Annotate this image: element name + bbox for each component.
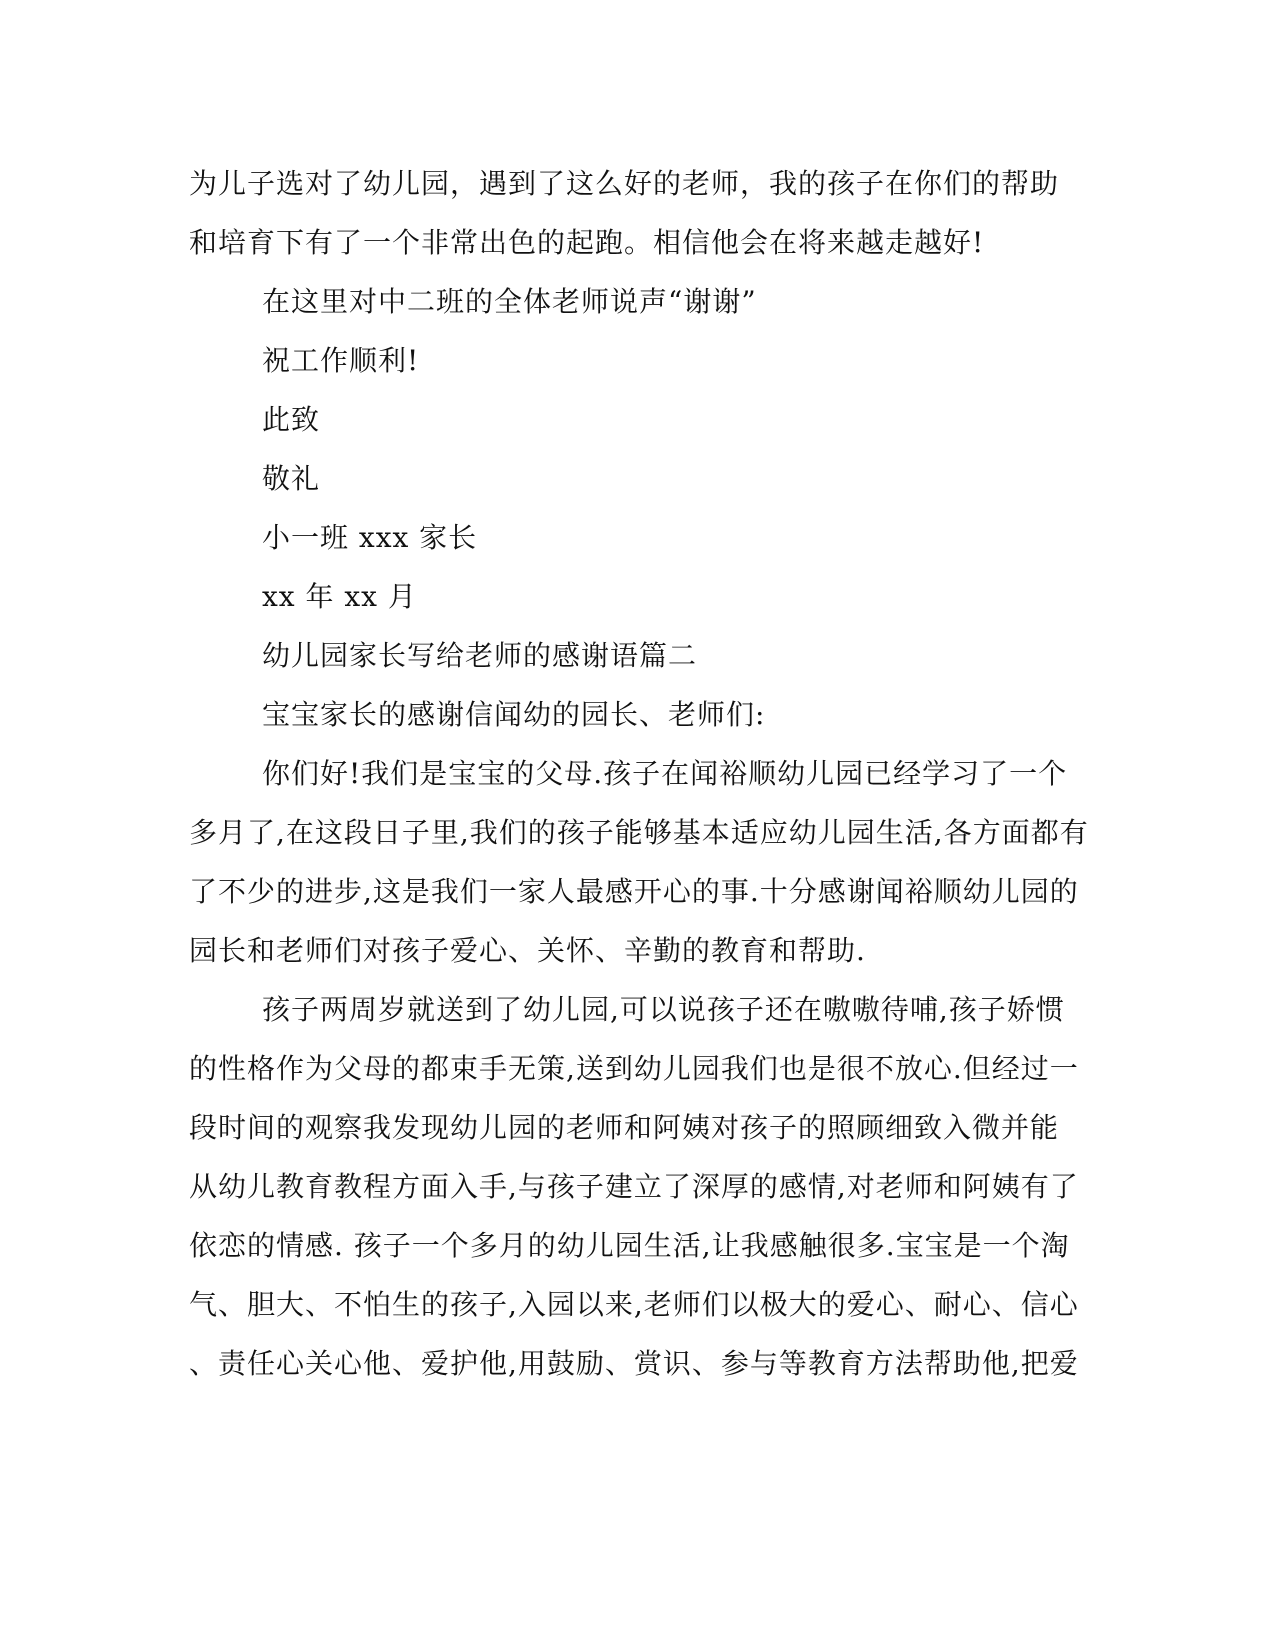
paragraph-line: 你们好!我们是宝宝的父母.孩子在闻裕顺幼儿园已经学习了一个 <box>262 757 1068 790</box>
paragraph-line: 段时间的观察我发现幼儿园的老师和阿姨对孩子的照顾细致入微并能 <box>189 1111 1060 1144</box>
paragraph-line: 多月了,在这段日子里,我们的孩子能够基本适应幼儿园生活,各方面都有 <box>189 816 1089 849</box>
paragraph-line: 依恋的情感. 孩子一个多月的幼儿园生活,让我感触很多.宝宝是一个淘 <box>189 1229 1070 1262</box>
letter-greeting: 宝宝家长的感谢信闻幼的园长、老师们: <box>262 698 766 731</box>
signature-line: 小一班 xxx 家长 <box>262 521 478 554</box>
paragraph-line: 、责任心关心他、爱护他,用鼓励、赏识、参与等教育方法帮助他,把爱 <box>189 1347 1079 1380</box>
date-line: xx 年 xx 月 <box>262 580 417 613</box>
paragraph-line: 了不少的进步,这是我们一家人最感开心的事.十分感谢闻裕顺幼儿园的 <box>189 875 1079 908</box>
paragraph-line: 从幼儿教育教程方面入手,与孩子建立了深厚的感情,对老师和阿姨有了 <box>189 1170 1079 1203</box>
paragraph-line: 为儿子选对了幼儿园，遇到了这么好的老师，我的孩子在你们的帮助 <box>189 167 1060 200</box>
paragraph-line: 园长和老师们对孩子爱心、关怀、辛勤的教育和帮助. <box>189 934 866 967</box>
wish-line: 祝工作顺利! <box>262 344 420 377</box>
paragraph-line: 孩子两周岁就送到了幼儿园,可以说孩子还在嗷嗷待哺,孩子娇惯 <box>262 993 1065 1026</box>
paragraph-line: 气、胆大、不怕生的孩子,入园以来,老师们以极大的爱心、耐心、信心 <box>189 1288 1079 1321</box>
closing-salute: 敬礼 <box>262 462 321 495</box>
paragraph-line: 和培育下有了一个非常出色的起跑。相信他会在将来越走越好! <box>189 226 985 259</box>
paragraph-line: 的性格作为父母的都束手无策,送到幼儿园我们也是很不放心.但经过一 <box>189 1052 1079 1085</box>
thanks-line: 在这里对中二班的全体老师说声“谢谢” <box>262 285 757 318</box>
section-title: 幼儿园家长写给老师的感谢语篇二 <box>262 639 698 672</box>
closing-line: 此致 <box>262 403 321 436</box>
